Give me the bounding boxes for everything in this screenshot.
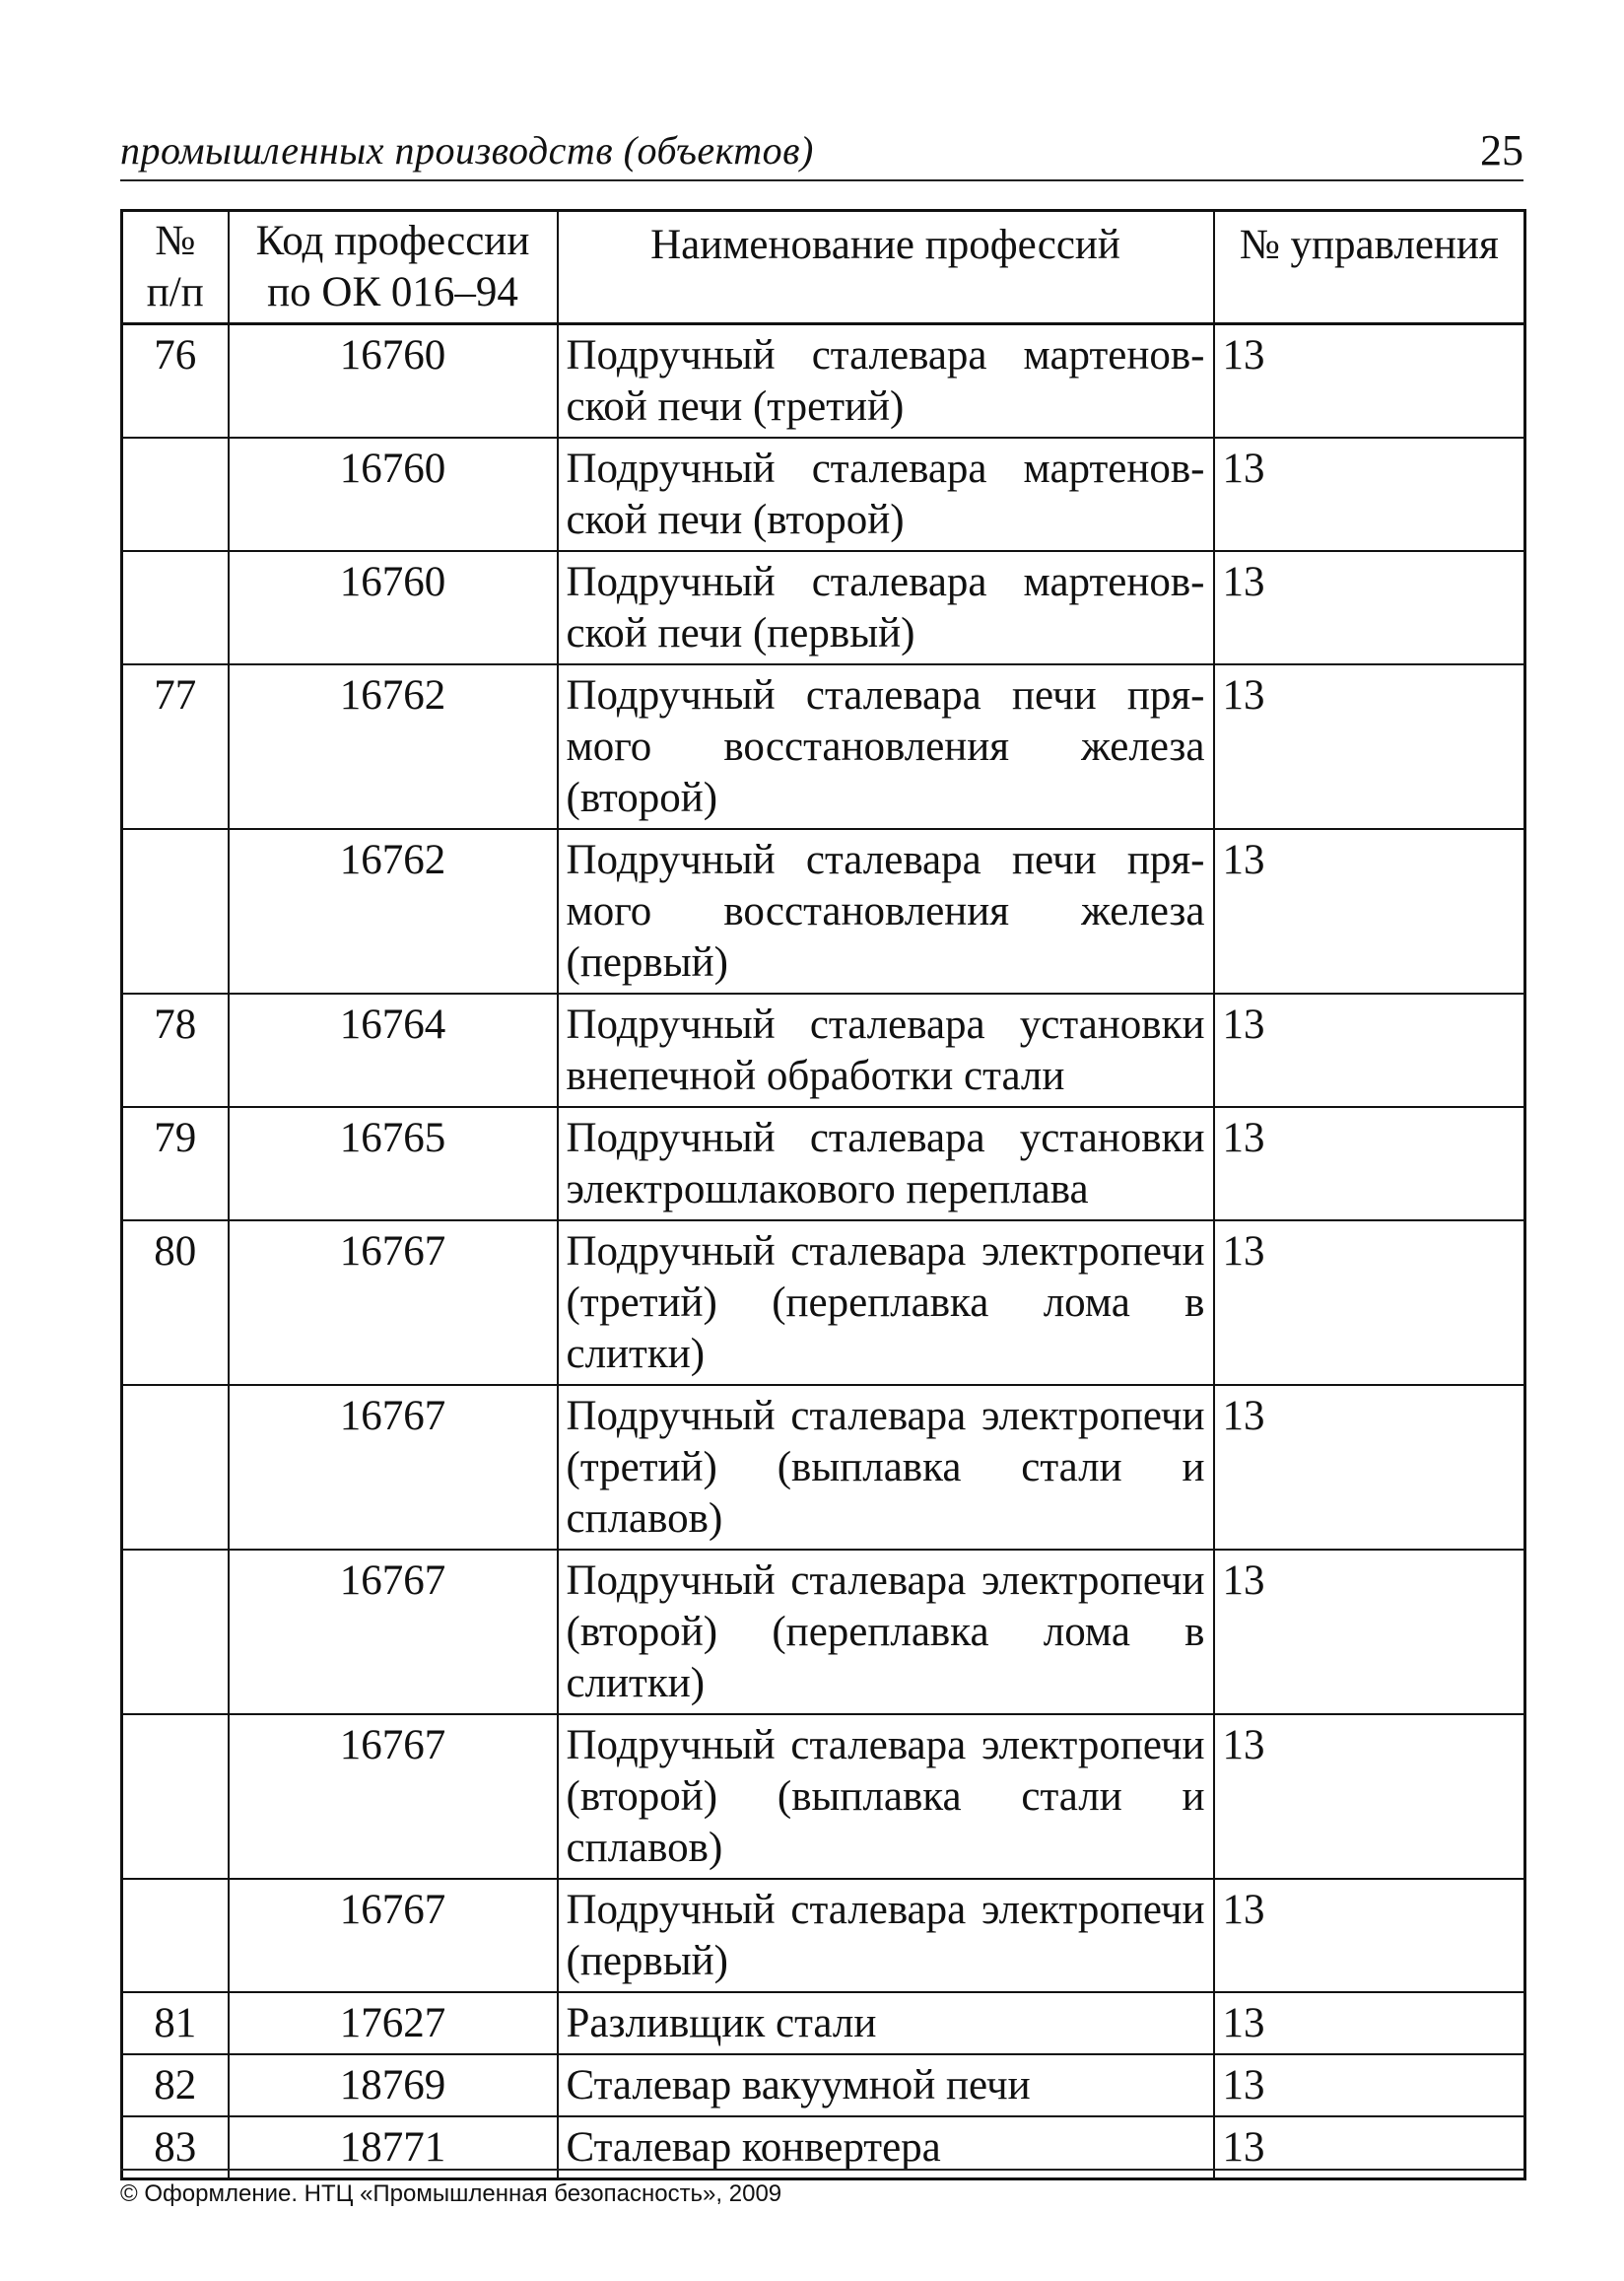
table-row — [122, 829, 1525, 994]
table-row — [122, 994, 1525, 1107]
profession-name: Подручный сталевара установки внепечной обработки стали — [558, 994, 1214, 1107]
profession-code: 16767 — [229, 1550, 558, 1714]
profession-name: Сталевар вакуумной печи — [558, 2054, 1214, 2116]
department-number: 13 — [1214, 324, 1525, 439]
profession-name: Подручный сталевара установки электрошлакового переплава — [558, 1107, 1214, 1220]
table-row — [122, 1714, 1525, 1879]
profession-name: Разливщик стали — [558, 1992, 1214, 2054]
profession-name: Подручный сталевара печи прямого восстановления железа (второй) — [558, 664, 1214, 829]
department-number: 13 — [1214, 1550, 1525, 1714]
table-row — [122, 664, 1525, 829]
row-number — [122, 438, 229, 551]
department-number: 13 — [1214, 551, 1525, 664]
column-header-code — [229, 211, 558, 324]
department-number: 13 — [1214, 2054, 1525, 2116]
row-number — [122, 829, 229, 994]
profession-name: Подручный сталевара мартеновской печи (первый) — [558, 551, 1214, 664]
profession-name: Подручный сталевара электропечи (третий) (переплавка лома в слитки) — [558, 1220, 1214, 1385]
department-number: 13 — [1214, 994, 1525, 1107]
row-number — [122, 1550, 229, 1714]
table-row — [122, 1107, 1525, 1220]
profession-code: 16767 — [229, 1385, 558, 1550]
department-number: 13 — [1214, 1385, 1525, 1550]
profession-name: Подручный сталевара мартеновской печи (третий) — [558, 324, 1214, 439]
table-header-row — [122, 211, 1525, 324]
table-row — [122, 1385, 1525, 1550]
profession-name: Подручный сталевара электропечи (второй) (выплавка стали и сплавов) — [558, 1714, 1214, 1879]
row-number — [122, 1879, 229, 1992]
department-number: 13 — [1214, 829, 1525, 994]
row-number: 81 — [122, 1992, 229, 2054]
row-number: 79 — [122, 1107, 229, 1220]
column-header-number-line2: п/п — [146, 269, 204, 315]
professions-table — [120, 209, 1526, 2180]
profession-code: 16760 — [229, 324, 558, 439]
row-number — [122, 1385, 229, 1550]
row-number — [122, 551, 229, 664]
column-header-department: № управления — [1214, 211, 1525, 324]
row-number: 83 — [122, 2116, 229, 2179]
row-number: 80 — [122, 1220, 229, 1385]
copyright-footer: © Оформление. НТЦ «Промышленная безопасность», 2009 — [120, 2180, 782, 2207]
profession-name: Подручный сталевара электропечи (третий) (выплавка стали и сплавов) — [558, 1385, 1214, 1550]
table-row — [122, 2054, 1525, 2116]
column-header-number — [122, 211, 229, 324]
column-header-code-line2: по ОК 016–94 — [267, 269, 518, 315]
row-number: 76 — [122, 324, 229, 439]
row-number: 82 — [122, 2054, 229, 2116]
column-header-number-line1: № — [155, 218, 196, 264]
page-number: 25 — [1480, 126, 1523, 174]
department-number: 13 — [1214, 1992, 1525, 2054]
profession-code: 16760 — [229, 438, 558, 551]
row-number: 77 — [122, 664, 229, 829]
department-number: 13 — [1214, 1220, 1525, 1385]
row-number: 78 — [122, 994, 229, 1107]
table-row — [122, 1550, 1525, 1714]
department-number: 13 — [1214, 1879, 1525, 1992]
profession-code: 16760 — [229, 551, 558, 664]
profession-code: 17627 — [229, 1992, 558, 2054]
table-row — [122, 438, 1525, 551]
profession-code: 16762 — [229, 829, 558, 994]
profession-name: Сталевар конвертера — [558, 2116, 1214, 2179]
table-row — [122, 1879, 1525, 1992]
column-header-name: Наименование профессий — [558, 211, 1214, 324]
profession-code: 16765 — [229, 1107, 558, 1220]
profession-name: Подручный сталевара электропечи (второй) (переплавка лома в слитки) — [558, 1550, 1214, 1714]
department-number: 13 — [1214, 1107, 1525, 1220]
department-number: 13 — [1214, 1714, 1525, 1879]
profession-code: 18769 — [229, 2054, 558, 2116]
profession-name: Подручный сталевара мартеновской печи (второй) — [558, 438, 1214, 551]
running-title: промышленных производств (объектов) — [120, 128, 814, 173]
footer-divider — [120, 2169, 1523, 2171]
column-header-code-line1: Код профессии — [255, 218, 530, 264]
table-row — [122, 551, 1525, 664]
department-number: 13 — [1214, 2116, 1525, 2179]
table-row — [122, 324, 1525, 439]
profession-code: 18771 — [229, 2116, 558, 2179]
running-header — [120, 124, 1523, 181]
profession-code: 16767 — [229, 1714, 558, 1879]
department-number: 13 — [1214, 664, 1525, 829]
profession-code: 16764 — [229, 994, 558, 1107]
profession-name: Подручный сталевара электропечи (первый) — [558, 1879, 1214, 1992]
table-row — [122, 1992, 1525, 2054]
table-row — [122, 1220, 1525, 1385]
profession-code: 16767 — [229, 1220, 558, 1385]
profession-name: Подручный сталевара печи прямого восстановления железа (первый) — [558, 829, 1214, 994]
row-number — [122, 1714, 229, 1879]
profession-code: 16762 — [229, 664, 558, 829]
profession-code: 16767 — [229, 1879, 558, 1992]
department-number: 13 — [1214, 438, 1525, 551]
